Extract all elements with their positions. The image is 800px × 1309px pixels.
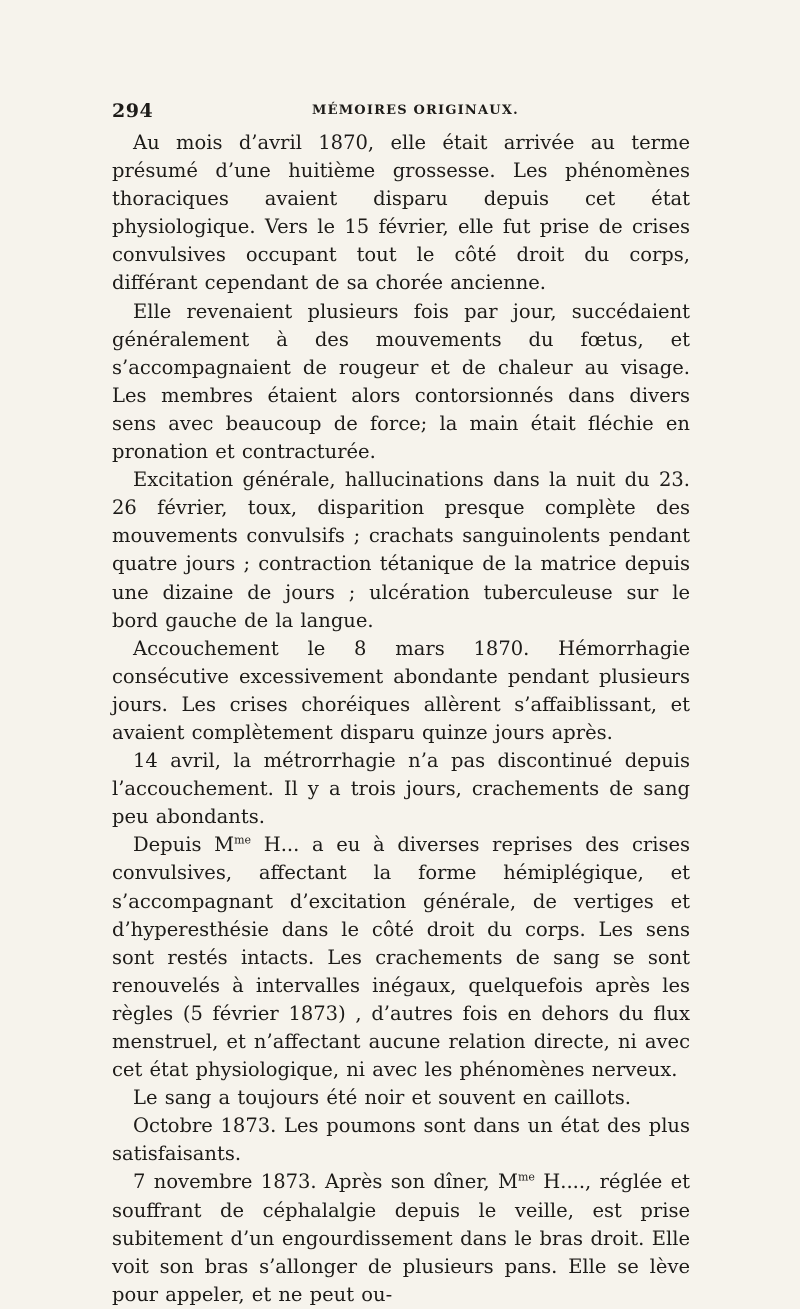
running-head: MÉMOIRES ORIGINAUX. [312, 103, 519, 118]
paragraph: Elle revenaient plusieurs fois par jour, succédaient généralement à des mouvements du fœtus, et s’accompagnaient de rougeur et de chaleur au visage. Les membres étaient alors contorsionnés dans divers sens avec beaucoup de force; la main était fléchie en pronation et contracturée. [112, 299, 690, 464]
paragraph: Au mois d’avril 1870, elle était arrivée au terme présumé d’une huitième grossesse. Les phénomènes thoraciques avaient disparu depuis cet état physiologique. Vers le 15 février, elle fut prise de crises convulsives occupant tout le côté droit du corps, différant cependant de sa chorée ancienne. [112, 131, 690, 295]
paragraph: Accouchement le 8 mars 1870. Hémorrhagie consécutive excessivement abondante pendant plusieurs jours. Les crises choréiques allèrent s’affaiblissant, et avaient complètement disparu quinze jours après. [112, 636, 690, 744]
paragraph: Excitation générale, hallucinations dans la nuit du 23. 26 février, toux, disparition presque complète des mouvements convulsifs ; crachats sanguinolents pendant quatre jours ; contraction tétanique de la matrice depuis une dizaine de jours ; ulcération tuberculeuse sur le bord gauche de la langue. [112, 468, 690, 632]
paragraph: Le sang a toujours été noir et souvent en caillots. [133, 1086, 631, 1110]
page-header [112, 100, 692, 128]
paragraph: Depuis $M^{me}$ H... a eu à diverses reprises des crises convulsives, affectant la forme hémiplégique, et s’accompagnant d’excitation générale, de vertiges et d’hyperesthésie dans le côté droit du corps. Les sens sont restés intacts. Les crachements de sang se sont renouvelés à intervalles inégaux, quelquefois après les règles (5 février 1873) , d’autres fois en dehors du flux menstruel, et n’affectant aucune relation directe, ni avec cet état physiologique, ni avec les phénomènes nerveux. [112, 833, 690, 1082]
paragraph: Octobre 1873. Les poumons sont dans un état des plus satisfaisants. [112, 1114, 690, 1166]
page-number: 294 [112, 100, 154, 122]
paragraph: 7 novembre 1873. Après son dîner, $M^{me}$ H...., réglée et souffrant de céphalalgie depuis le veille, est prise subitement d’un engourdissement dans le bras droit. Elle voit son bras s’allonger de plusieurs pans. Elle se lève pour appeler, et ne peut ou- [112, 1170, 691, 1306]
body-text [112, 129, 690, 1309]
paragraph: 14 avril, la métrorrhagie n’a pas discontinué depuis l’accouchement. Il y a trois jours, crachements de sang peu abondants. [112, 749, 690, 829]
